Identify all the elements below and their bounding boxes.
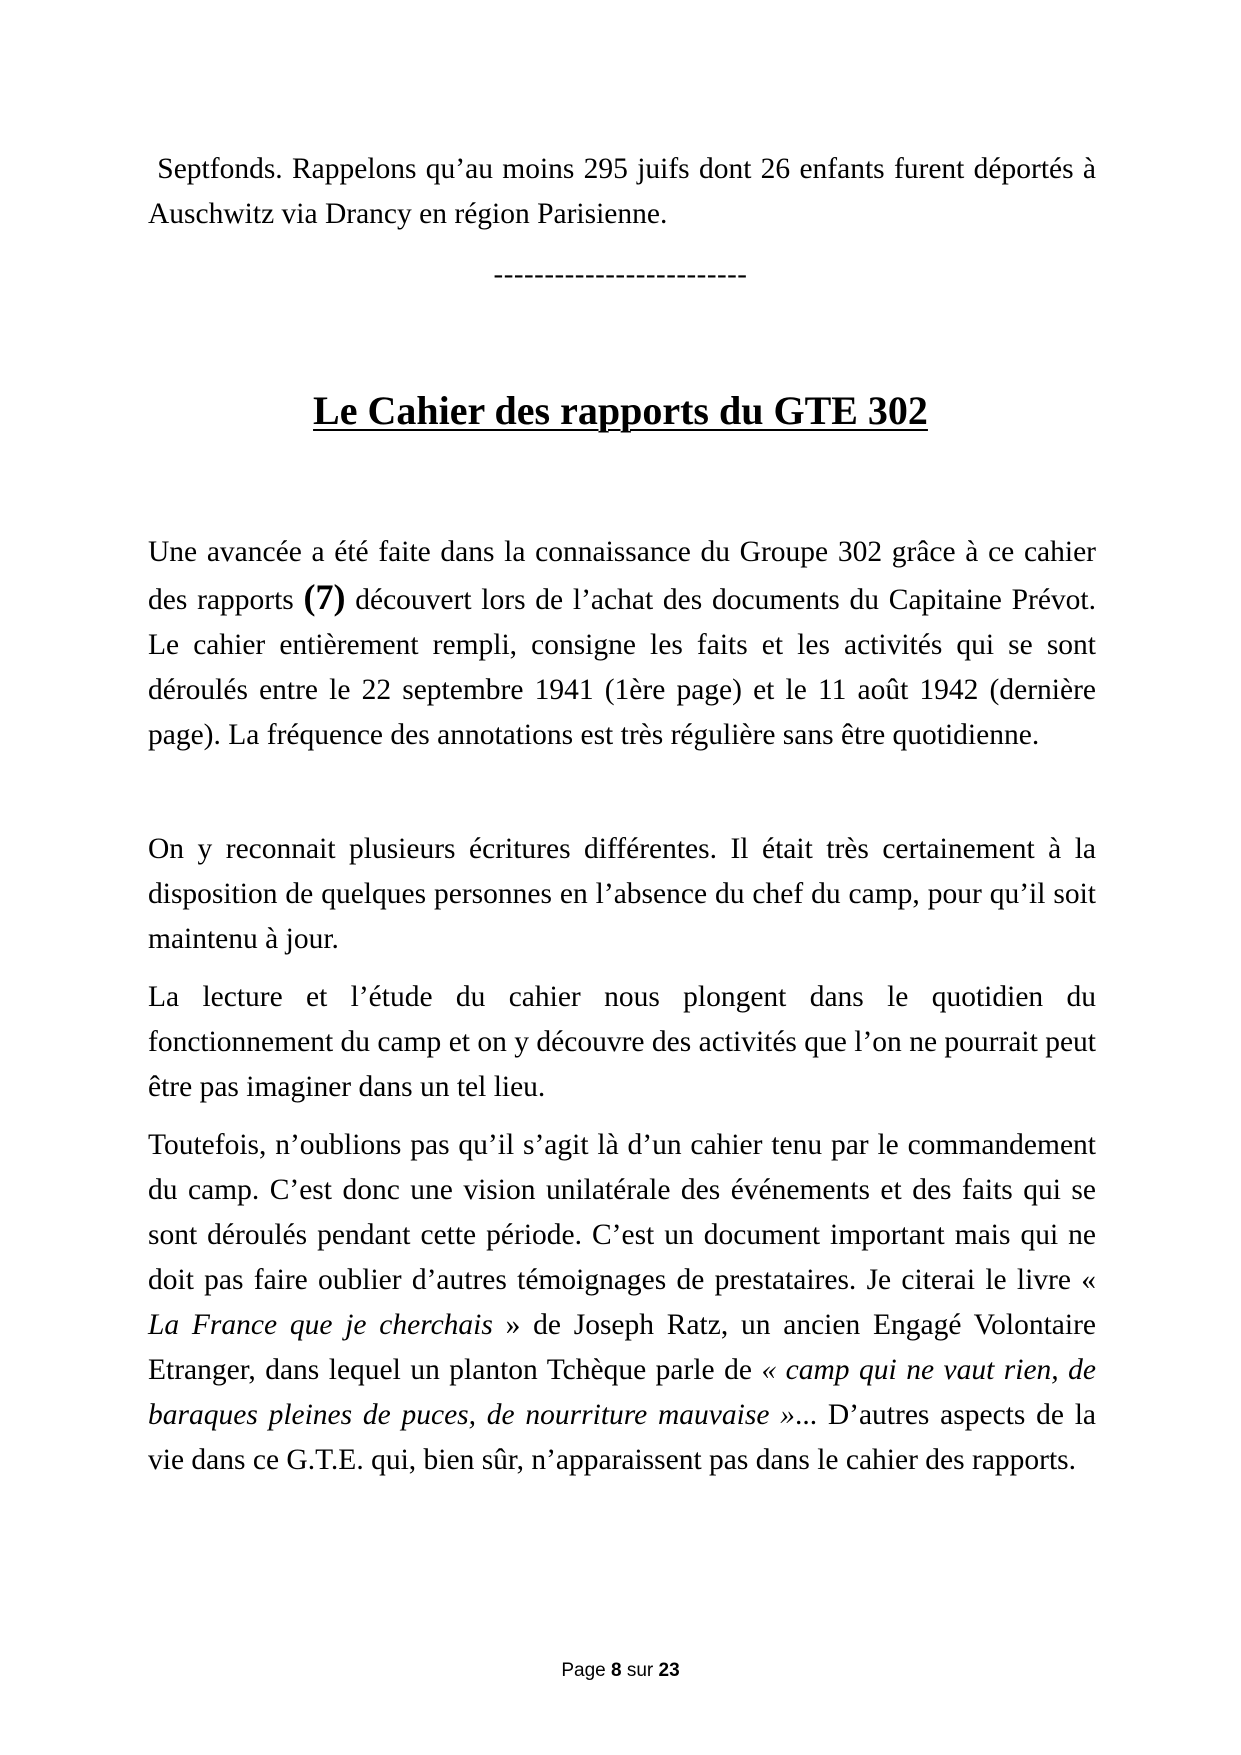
section-separator: ------------------------- <box>493 258 748 290</box>
paragraph-toutefois <box>148 1123 1096 1483</box>
paragraph-1-before-ref: Une avancée a été faite dans la connaissance du Groupe 302 grâce à ce cahier des rapports <box>148 536 1096 616</box>
section-title-text: Le Cahier des rapports du GTE 302 <box>313 388 928 433</box>
paragraph-ecritures: On y reconnait plusieurs écritures différentes. Il était très certainement à la disposition de quelques personnes en l’absence du chef du camp, pour qu’il soit maintenu à jour. <box>148 833 1096 955</box>
section-title <box>0 386 1241 436</box>
total-pages-number: 23 <box>658 1660 680 1681</box>
page-label: Page <box>561 1660 606 1681</box>
footnote-reference: (7) <box>303 577 346 617</box>
paragraph-4-part-1: Toutefois, n’oublions pas qu’il s’agit là d’un cahier tenu par le commandement du camp. C’est donc une vision unilatérale des événements et des faits qui se sont déroulés pendant cette période. C’est un document important mais qui ne doit pas faire oublier d’autres témoignages de prestataires. Je citerai le livre « <box>148 1129 1096 1296</box>
planton-quote: « camp qui ne vaut rien, de baraques pleines de puces, de nourriture mauvaise » <box>148 1354 1096 1431</box>
paragraph-lecture: La lecture et l’étude du cahier nous plongent dans le quotidien du fonctionnement du camp et on y découvre des activités que l’on ne pourrait peut être pas imaginer dans un tel lieu. <box>148 981 1096 1103</box>
of-label: sur <box>626 1660 654 1681</box>
paragraph-4-part-3: ... D’autres aspects de la vie dans ce G.T.E. qui, bien sûr, n’apparaissent pas dans le cahier des rapports. <box>148 1399 1096 1476</box>
page-footer <box>0 1659 1241 1683</box>
book-title: La France que je cherchais <box>148 1309 493 1341</box>
paragraph-cahier-intro <box>148 530 1096 758</box>
paragraph-4-part-2: » de Joseph Ratz, un ancien Engagé Volontaire Etranger, dans lequel un planton Tchèque parle de <box>148 1309 1096 1386</box>
intro-paragraph-text: Septfonds. Rappelons qu’au moins 295 juifs dont 26 enfants furent déportés à Auschwitz via Drancy en région Parisienne. <box>148 153 1096 230</box>
intro-paragraph <box>148 147 1096 237</box>
paragraph-1-after-ref: découvert lors de l’achat des documents du Capitaine Prévot. Le cahier entièrement rempli, consigne les faits et les activités qui se sont déroulés entre le 22 septembre 1941 (1ère page) et le 11 août 1942 (dernière page). La fréquence des annotations est très régulière sans être quotidienne. <box>148 584 1096 751</box>
current-page-number: 8 <box>610 1660 622 1681</box>
